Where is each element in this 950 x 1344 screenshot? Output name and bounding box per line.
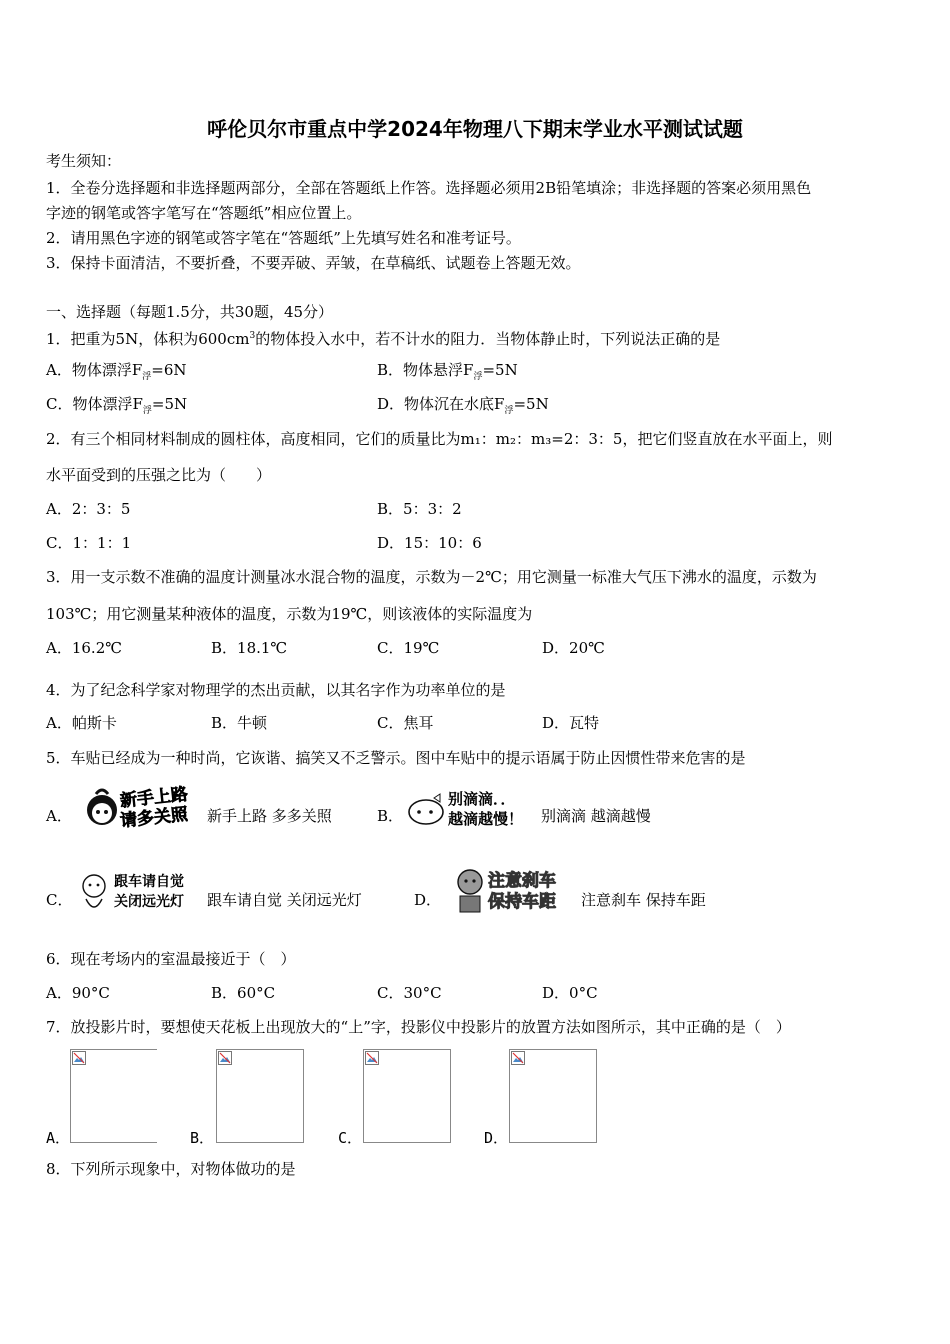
- q6-option-d: D．0°C: [542, 984, 598, 1002]
- q2-option-d: D．15：10：6: [377, 534, 482, 552]
- q1-option-a: A．物体漂浮$F_浮=6N$: [46, 361, 187, 382]
- cartoon-doll-icon: [76, 868, 112, 916]
- q8-stem: 8．下列所示现象中，对物体做功的是: [46, 1160, 296, 1178]
- q1-option-d: D．物体沉在水底$F_浮=5N$: [377, 395, 549, 416]
- q5-option-c-label: C．: [46, 891, 73, 909]
- q6-stem: 6．现在考场内的室温最接近于（ ）: [46, 950, 296, 968]
- cartoon-character-icon: [452, 866, 488, 916]
- q3-option-c: C．19℃: [377, 639, 440, 657]
- sticker-b-text-1: 别滴滴．．: [448, 790, 516, 808]
- section-heading: 一、选择题（每题1.5分，共30题，45分）: [46, 303, 334, 321]
- q5-sticker-c: [76, 868, 202, 916]
- q7-image-d: [509, 1049, 597, 1143]
- broken-image-icon: [365, 1051, 379, 1065]
- q7-image-a: [70, 1049, 157, 1143]
- q1-stem: 1．把重为5N，体积为$600cm^3$的物体投入水中，若不计水的阻力．当物体静止时，下列说法正确的是: [46, 330, 721, 348]
- q2-stem-line-2: 水平面受到的压强之比为（ ）: [46, 466, 272, 484]
- q3-option-d: D．20℃: [542, 639, 605, 657]
- q5-sticker-d: [452, 866, 574, 916]
- q4-option-a: A．帕斯卡: [46, 714, 117, 732]
- q2-option-a: A．2：3：5: [46, 500, 131, 518]
- q3-stem-line-2: 103℃；用它测量某种液体的温度，示数为19℃，则该液体的实际温度为: [46, 605, 533, 623]
- q4-option-b: B．牛顿: [211, 714, 268, 732]
- q2-stem-line-1: 2．有三个相同材料制成的圆柱体，高度相同，它们的质量比为m₁：m₂：m₃=2：3：5，把它们竖直放在水平面上，则: [46, 430, 833, 448]
- q5-option-c-text: 跟车请自觉 关闭远光灯: [207, 891, 362, 909]
- q5-option-d-label: D．: [414, 891, 442, 909]
- q3-stem-line-1: 3．用一支示数不准确的温度计测量冰水混合物的温度，示数为－2℃；用它测量一标准大气压下沸水的温度，示数为: [46, 568, 817, 586]
- q3-option-a: A．16.2℃: [46, 639, 123, 657]
- q7-image-b: [216, 1049, 304, 1143]
- q5-option-b-label: B．: [377, 807, 404, 825]
- q7-stem: 7．放投影片时，要想使天花板上出现放大的“上”字，投影仪中投影片的放置方法如图所示，其中正确的是（ ）: [46, 1018, 791, 1036]
- notice-line-3: 2．请用黑色字迹的钢笔或答字笔在“答题纸”上先填写姓名和准考证号。: [46, 229, 521, 247]
- q6-option-a: A．90°C: [46, 984, 110, 1002]
- notice-line-1: 1．全卷分选择题和非选择题两部分，全部在答题纸上作答。选择题必须用2B铅笔填涂；非选择题的答案必须用黑色: [46, 179, 812, 197]
- q3-option-b: B．18.1℃: [211, 639, 288, 657]
- notice-line-2: 字迹的钢笔或答字笔写在“答题纸”相应位置上。: [46, 204, 362, 222]
- broken-image-icon: [72, 1051, 86, 1065]
- notice-heading: 考生须知：: [46, 152, 122, 170]
- broken-image-icon: [218, 1051, 232, 1065]
- q5-option-a-text: 新手上路 多多关照: [207, 807, 332, 825]
- q4-option-c: C．焦耳: [377, 714, 434, 732]
- q5-option-b-text: 别滴滴 越滴越慢: [541, 807, 651, 825]
- sticker-d-text-1: 注意刹车: [488, 871, 556, 891]
- q7-option-c-label: C．: [338, 1129, 363, 1147]
- q5-sticker-b: [406, 788, 536, 832]
- sticker-c-text-2: 关闭远光灯: [114, 894, 184, 910]
- q5-option-d-text: 注意刹车 保持车距: [581, 891, 706, 909]
- q6-option-c: C．30°C: [377, 984, 442, 1002]
- q4-stem: 4．为了纪念科学家对物理学的杰出贡献，以其名字作为功率单位的是: [46, 681, 506, 699]
- broken-image-icon: [511, 1051, 525, 1065]
- sticker-d-text-2: 保持车距: [488, 892, 556, 912]
- q5-stem: 5．车贴已经成为一种时尚，它诙谐、搞笑又不乏警示。图中车贴中的提示语属于防止因惯性带来危害的是: [46, 749, 746, 767]
- notice-line-4: 3．保持卡面清洁，不要折叠，不要弄破、弄皱，在草稿纸、试题卷上答题无效。: [46, 254, 581, 272]
- q7-option-d-label: D．: [484, 1129, 509, 1147]
- q7-option-b-label: B．: [190, 1129, 215, 1147]
- q2-option-b: B．5：3：2: [377, 500, 462, 518]
- q6-option-b: B．60°C: [211, 984, 276, 1002]
- q2-option-c: C．1：1：1: [46, 534, 132, 552]
- sticker-b-text-2: 越滴越慢！: [448, 810, 524, 828]
- sticker-a-text-2: 请多关照: [119, 804, 189, 832]
- q1-option-b: B．物体悬浮$F_浮=5N$: [377, 361, 518, 382]
- sticker-c-text-1: 跟车请自觉: [114, 874, 184, 890]
- q5-option-a-label: A．: [46, 807, 72, 825]
- q5-sticker-a: [82, 784, 200, 832]
- q4-option-d: D．瓦特: [542, 714, 600, 732]
- q7-image-c: [363, 1049, 451, 1143]
- q1-option-c: C．物体漂浮$F_浮=5N$: [46, 395, 188, 416]
- sticker-a-text-1: 新手上路: [119, 784, 189, 812]
- cat-face-icon: [406, 788, 446, 828]
- q7-option-a-label: A．: [46, 1129, 71, 1147]
- page-title: 呼伦贝尔市重点中学2024年物理八下期末学业水平测试试题: [207, 117, 743, 141]
